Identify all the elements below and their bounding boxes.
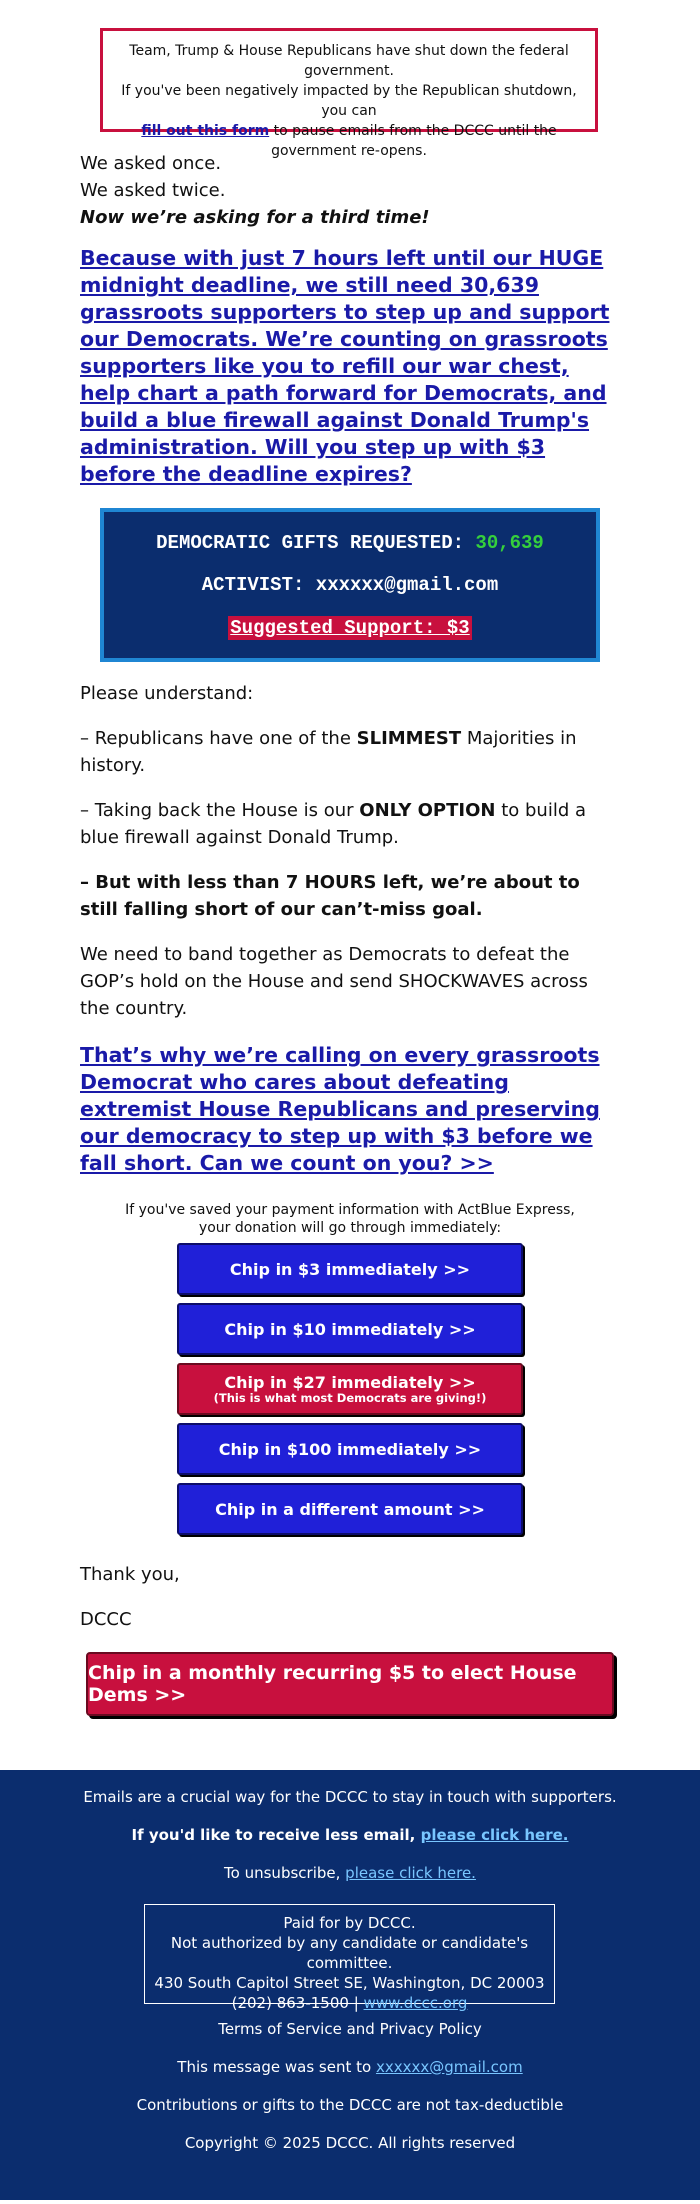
suggested-row (104, 616, 596, 640)
activist-row (104, 574, 596, 596)
thank-you: Thank you, (80, 1564, 180, 1585)
monthly-recurring-button[interactable]: Chip in a monthly recurring $5 to elect House Dems >> (86, 1652, 614, 1716)
p1-bold: SLIMMEST (356, 728, 462, 749)
chip-10-label: Chip in $10 immediately >> (224, 1319, 476, 1339)
slimmest-paragraph (80, 725, 620, 779)
unsubscribe-text: To unsubscribe, (224, 1864, 341, 1882)
chip-3-label: Chip in $3 immediately >> (229, 1259, 471, 1279)
chip-27-label: Chip in $27 immediately >> (224, 1373, 476, 1392)
p2-pre: – Taking back the House is our (80, 800, 354, 821)
copyright-line: Copyright © 2025 DCCC. All rights reserved (184, 2134, 516, 2152)
less-email-text: If you'd like to receive less email, (131, 1826, 416, 1844)
sent-to-text: This message was sent to (177, 2058, 372, 2076)
unsubscribe-line (0, 1864, 700, 1882)
email-body (80, 150, 620, 1633)
seven-hours-paragraph (80, 869, 620, 923)
footer-crucial-line: Emails are a crucial way for the DCCC to stay in touch with supporters. (83, 1788, 617, 1806)
chip-100-button[interactable] (177, 1423, 523, 1475)
signature-dccc: DCCC (80, 1609, 132, 1630)
activist-label: ACTIVIST: (201, 574, 305, 596)
please-understand: Please understand: (80, 683, 254, 704)
unsubscribe-link[interactable]: please click here. (345, 1864, 476, 1882)
chip-3-button[interactable] (177, 1243, 523, 1295)
paid-line-1: Paid for by DCCC. (283, 1914, 416, 1932)
p1-pre: – Republicans have one of the (80, 728, 351, 749)
suggested-support-link[interactable]: Suggested Support: $3 (230, 617, 470, 639)
paid-for-box (144, 1904, 555, 2012)
paid-line-2: Not authorized by any candidate or candidate's committee. (170, 1934, 529, 1972)
shutdown-notice (100, 28, 598, 159)
chip-100-label: Chip in $100 immediately >> (218, 1439, 482, 1459)
asking-third-time: Now we’re asking for a third time! (80, 207, 430, 228)
gifts-requested-label: DEMOCRATIC GIFTS REQUESTED: (156, 532, 465, 554)
chip-other-label: Chip in a different amount >> (215, 1499, 485, 1519)
dccc-site-link[interactable]: www.dccc.org (363, 1994, 468, 2012)
less-email-link[interactable]: please click here. (420, 1826, 569, 1844)
chip-27-sublabel: (This is what most Democrats are giving!) (213, 1391, 487, 1405)
chip-10-button[interactable] (177, 1303, 523, 1355)
terms-privacy-link[interactable]: Terms of Service and Privacy Policy (218, 2020, 482, 2038)
only-option-paragraph (80, 797, 620, 851)
fill-out-form-link[interactable]: fill out this form (141, 123, 270, 139)
notice-line-2: If you've been negatively impacted by the Republican shutdown, you can (121, 83, 577, 119)
phone-number: (202) 863-1500 | (231, 1994, 359, 2012)
p1-post: Majorities in history. (80, 728, 577, 776)
asked-twice: We asked twice. (80, 180, 226, 201)
gifts-requested-count: 30,639 (475, 532, 544, 554)
p3-bold: – But with less than 7 HOURS left, we’re about to still falling short of our can’t-miss goal. (80, 872, 580, 920)
notice-line-3: to pause emails from the DCCC until the government re-opens. (271, 123, 557, 159)
donation-buttons (80, 1243, 620, 1543)
count-on-you-link[interactable]: That’s why we’re calling on every grassroots Democrat who cares about defeating extremist House Republicans and preserving our democracy to step up with $3 before we fall short. Can we count on you? >> (80, 1043, 600, 1175)
paid-line-4 (151, 1993, 548, 2013)
band-together-paragraph: We need to band together as Democrats to defeat the GOP’s hold on the House and send SHOCKWAVES across the country. (80, 944, 588, 1019)
asked-once: We asked once. (80, 153, 222, 174)
p2-post: to build a blue firewall against Donald Trump. (80, 800, 587, 848)
chip-27-button[interactable] (177, 1363, 523, 1415)
paid-line-3: 430 South Capitol Street SE, Washington, DC 20003 (154, 1974, 545, 1992)
tax-deductible-line: Contributions or gifts to the DCCC are not tax-deductible (136, 2096, 564, 2114)
less-email-line (0, 1826, 700, 1844)
express-line-1: If you've saved your payment information with ActBlue Express, (125, 1202, 575, 1218)
sent-to-line (0, 2058, 700, 2076)
express-line-2: your donation will go through immediately: (198, 1220, 502, 1236)
p2-bold: ONLY OPTION (359, 800, 496, 821)
footer-bottom-bar (0, 2200, 700, 2204)
headline-link[interactable]: Because with just 7 hours left until our HUGE midnight deadline, we still need 30,639 grassroots supporters to step up and support our Democrats. We’re counting on grassroots supporters like you to refill our war chest, help chart a path forward for Democrats, and build a blue firewall against Donald Trump's administration. Will you step up with $3 before the deadline expires? (80, 246, 610, 486)
footer (0, 1770, 700, 2204)
notice-line-1: Team, Trump & House Republicans have shut down the federal government. (129, 43, 569, 79)
actblue-express-note (80, 1201, 620, 1237)
sent-to-email-link[interactable]: xxxxxx@gmail.com (375, 2058, 523, 2076)
gift-request-box (100, 508, 600, 662)
activist-email: xxxxxx@gmail.com (315, 574, 499, 596)
chip-other-amount-button[interactable] (177, 1483, 523, 1535)
gifts-requested-row (104, 532, 596, 554)
